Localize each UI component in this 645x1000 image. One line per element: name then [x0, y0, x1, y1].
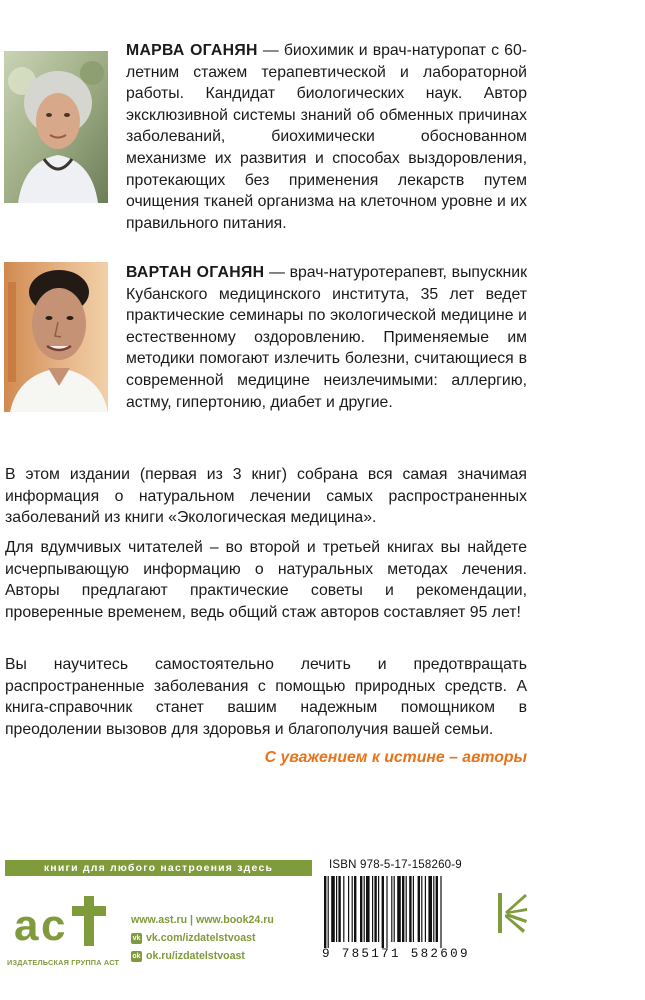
barcode-bar — [428, 876, 432, 942]
barcode-bar — [328, 876, 329, 948]
publisher-links — [131, 911, 274, 965]
barcode-bar — [406, 876, 407, 942]
barcode-bar — [348, 876, 349, 942]
barcode-bar — [382, 876, 384, 948]
author-name: ВАРТАН ОГАНЯН — [126, 264, 265, 281]
author-bio-text: — врач-натуротерапевт, выпускник Кубанского медицинского института, 35 лет ведет практические семинары по экологической медицине и естественному оздоровлению. Применяемые им методики помогают излечить болезни, считающиеся в современной медицине неизлечимыми: аллергию, астму, гипертонию, диабет и другие. — [126, 264, 527, 411]
svg-text:c: c — [41, 901, 66, 950]
barcode-bar — [394, 876, 395, 942]
ok-icon: ok — [132, 952, 141, 960]
vk-icon: vk — [132, 934, 141, 942]
barcode-bar — [364, 876, 365, 942]
tagline-bar: книги для любого настроения здесь — [5, 860, 312, 876]
websites-link[interactable]: www.ast.ru | www.book24.ru — [131, 914, 274, 926]
svg-text:a: a — [14, 901, 39, 950]
author-bio-marva — [126, 40, 527, 234]
barcode-bar — [391, 876, 392, 942]
barcode-bar — [413, 876, 414, 942]
isbn-label: ISBN 978-5-17-158260-9 — [329, 859, 462, 871]
author-bio-vartan — [126, 262, 527, 413]
portrait-woman-image — [4, 51, 108, 203]
barcode-bar — [425, 876, 426, 942]
portrait-man-image — [4, 262, 108, 412]
ok-link[interactable]: ok.ru/izdatelstvoast — [146, 950, 245, 962]
websites-row — [131, 911, 274, 929]
signature: С уважением к истине – авторы — [264, 749, 527, 766]
publisher-logo — [8, 890, 120, 956]
ast-logo-icon — [8, 890, 120, 956]
barcode-bar — [440, 876, 441, 948]
barcode-bar — [402, 876, 404, 942]
barcode-bar — [360, 876, 362, 942]
barcode-bar — [436, 876, 438, 942]
barcode-bar — [331, 876, 335, 942]
author-name: МАРВА ОГАНЯН — [126, 42, 258, 59]
barcode-bar — [374, 876, 376, 942]
barcode-bar — [343, 876, 344, 942]
barcode-bar — [418, 876, 420, 942]
ok-row — [131, 947, 274, 965]
book-category-mark-icon — [497, 890, 529, 936]
publisher-caption: ИЗДАТЕЛЬСКАЯ ГРУППА АСТ — [7, 958, 120, 967]
barcode-bar — [366, 876, 370, 942]
barcode-bar — [354, 876, 356, 942]
readers-paragraph: Для вдумчивых читателей – во второй и третьей книгах вы найдете исчерпывающую информацию о натуральных методах лечения. Авторы предлагают практические советы и рекомендации, проверенные временем, ведь общий стаж авторов составляет 95 лет! — [5, 539, 527, 621]
barcode-bar — [338, 876, 340, 942]
barcode-bar — [433, 876, 434, 942]
barcode-bar — [336, 876, 337, 942]
barcode-bar — [372, 876, 373, 942]
barcode-bar — [397, 876, 401, 942]
barcode-digits: 9 785171 582609 — [322, 947, 470, 961]
author-bio-text: — биохимик и врач-натуропат с 60-летним стажем терапевтической и лабораторной работы. Кандидат биологических наук. Автор эксклюзивной системы знаний об обменных причинах заболеваний, биохимически обоснованном механизме их развития и способах выздоровления, протекающих без применения лекарств путем очищения тканей организма на клеточном уровне и их правильного питания. — [126, 42, 527, 232]
benefit-paragraph: Вы научитесь самостоятельно лечить и предотвращать распространенные заболевания с помощью природных средств. А книга-справочник станет вашим надежным помощником в преодолении вызовов для здоровья и благополучия вашей семьи. — [5, 656, 527, 738]
barcode-bar — [352, 876, 353, 942]
barcode-image — [322, 876, 480, 948]
vk-row — [131, 929, 274, 947]
author-photo-marva — [4, 51, 108, 203]
barcode-bar — [409, 876, 411, 942]
intro-paragraph: В этом издании (первая из 3 книг) собрана вся самая значимая информация о натуральном лечении самых распространенных заболеваний из книги «Экологическая медицина». — [5, 466, 527, 527]
barcode-bar — [421, 876, 422, 942]
author-photo-vartan — [4, 262, 108, 412]
barcode-bar — [324, 876, 326, 948]
barcode-bar — [386, 876, 387, 948]
vk-link[interactable]: vk.com/izdatelstvoast — [146, 932, 256, 944]
barcode-bar — [378, 876, 379, 942]
